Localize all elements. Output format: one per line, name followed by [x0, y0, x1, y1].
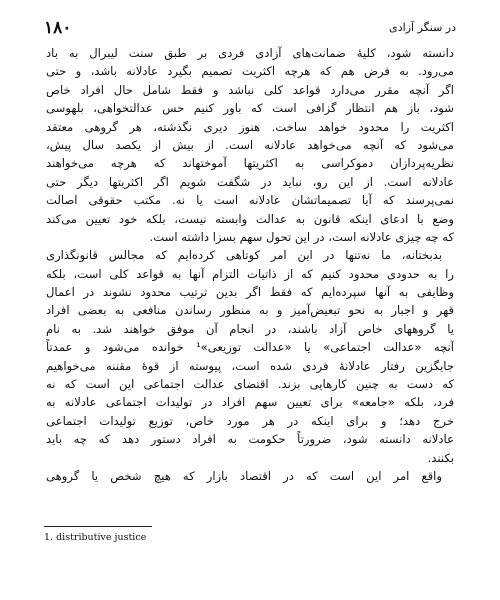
page-header: [44, 18, 456, 38]
text-line: بکنند.: [427, 450, 454, 465]
text-line: می‌رود. به فرض هم که هرچه اکثریت تصمیم بگیرد عادلانه باشد، و حتی: [46, 64, 454, 79]
text-line: واقع امر این است که در اقتصاد بازار که هیچ شخص یا گروهی: [46, 468, 442, 483]
paragraph: [46, 44, 454, 246]
text-line: یا گروههای خاص آزاد باشند، در انجام آن موفق خواهند شد. به نام: [46, 321, 454, 336]
text-line: خرج دهد؛ و برای اینکه در هر مورد خاص، توزیع تولیدات اجتماعی: [46, 413, 454, 428]
text-line: آنچه «عدالت اجتماعی» یا «عدالت توزیعی»¹ خوانده می‌شود و عمدتاً: [46, 340, 454, 355]
footnote-divider: [44, 526, 152, 527]
text-line: اگر آنچه مقرر می‌دارد قواعد کلی نباشد و فقط شامل حال افراد خاص: [46, 82, 454, 97]
text-line: وضع با ادعای اینکه قانون به عدالت وابسته نیست، بلکه خود تعیین می‌کند: [46, 211, 454, 226]
text-line: قهر و اجبار به نحو تبعیض‌آمیز و به منظور رساندن منافعی به بعضی افراد: [46, 303, 454, 318]
text-line: بدبختانه، ما نه‌تنها در این امر کوتاهی کرده‌ایم که مجالس قانونگذاری: [46, 248, 442, 263]
footnote: 1. distributive justice: [44, 532, 147, 543]
paragraph: [46, 246, 454, 467]
text-line: عادلانه است. از این رو، نباید در شگفت شویم اگر اکثریتها دیگر حتی: [46, 174, 454, 189]
text-line: دانسته شود، کلیهٔ ضمانت‌های آزادی فردی بر طبق سنت لیبرال به باد: [46, 46, 454, 60]
text-line: را به حدودی محدود کنیم که از ذاتیات التزام آنها به قواعد کلی است، بلکه: [46, 266, 454, 281]
text-line: جایگزین رفتار عادلانهٔ فردی شده است، پیوسته از قوهٔ مقننه می‌خواهیم: [46, 358, 454, 373]
paragraph: [46, 467, 454, 485]
text-line: فرد، بلکه «جامعه» برای تعیین سهم افراد در تولیدات اجتماعی عادلانه به: [46, 395, 454, 410]
page-number: ۱۸۰: [44, 18, 72, 38]
running-title: در سنگر آزادی: [389, 21, 456, 34]
text-line: وظایفی به آنها سپرده‌ایم که فقط اگر بدین ترتیب محدود نشوند در اعمال: [46, 285, 454, 300]
text-line: اکثریت را محدود خواهد ساخت. هنوز دیری نگذشته، هر گروهی معتقد: [46, 119, 454, 134]
text-line: نظریه‌پردازان دموکراسی به اکثریتها آموختهاند که هرچه می‌خواهند: [46, 156, 454, 171]
text-line: می‌شود که آنچه می‌خواهد عادلانه است. از بیش از یکصد سال پیش،: [46, 137, 454, 152]
text-line: شود، باز هم انتظار گزافی است که باور کنیم حس عدالتخواهی، بلهوسی: [46, 101, 454, 116]
text-line: عادلانه دانسته شود، ضرورتاً حکومت به افراد دستور دهد که چه باید: [46, 432, 454, 447]
body-text: [46, 44, 454, 485]
text-line: نمی‌پرسند که آیا تصمیماتشان عادلانه است یا نه. مکتب حقوقی اصالت: [46, 193, 454, 208]
text-line: که دست به چنین کارهایی بزند. اقتضای عدالت اجتماعی این است که نه: [46, 377, 454, 392]
text-line: که چه چیزی عادلانه است، در این تحول سهم بسزا داشته است.: [149, 229, 454, 244]
